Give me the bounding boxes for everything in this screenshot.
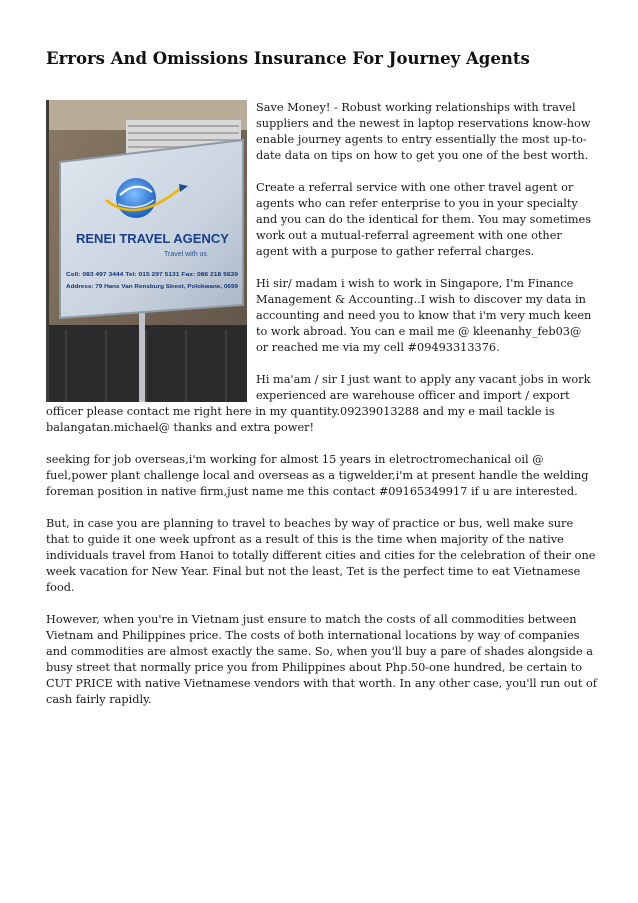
paragraph: Save Money! - Robust working relationships with travel suppliers and the newest in laptop reservations know-how enable journey agents to entry essentially the most up-to-date data on tips on how to get you one of the best worth. (256, 101, 591, 162)
sign-address-text: Address: 79 Hans Van Rensburg Street, Polokwane, 0699 (66, 284, 238, 290)
paragraph: Hi ma'am / sir I just want to apply any vacant jobs in work experienced are warehouse officer and import / export officer please contact me right here in my quantity.09239013288 and my e mail tackle is balangatan.michael@ thanks and extra power! (46, 373, 591, 434)
sign-tagline-text: Travel with us (164, 251, 207, 258)
paragraph: But, in case you are planning to travel to beaches by way of practice or bus, well make sure that to guide it one week upfront as a result of this is the time when majority of the native individuals travel from Hanoi to totally different cities and cities for the celebration of their one week vacation for New Year. Final but not the least, Tet is the perfect time to eat Vietnamese food. (46, 517, 596, 594)
sign-contact-text: Cell: 083 497 3444 Tel: 015 297 5131 Fax: 086 218 5639 (66, 272, 238, 278)
page-title: Errors And Omissions Insurance For Journey Agents (46, 49, 530, 68)
paragraph: However, when you're in Vietnam just ensure to match the costs of all commodities between Vietnam and Philippines price. The costs of both international locations by way of companies and commodities are almost exactly the same. So, when you'll buy a pare of shades alongside a busy street that normally price you from Philippines about Php.50-one hundred, be certain to CUT PRICE with native Vietnamese vendors with that worth. In any other case, you'll run out of cash fairly rapidly. (46, 613, 597, 706)
sign-name-text: RENEI TRAVEL AGENCY (76, 231, 229, 246)
article-body (46, 100, 597, 724)
paragraph: Create a referral service with one other travel agent or agents who can refer enterprise to you in your specialty and you can do the identical for them. You may sometimes work out a mutual-referral agreement with one other agent with a purpose to gather referral charges. (256, 181, 592, 258)
paragraph: Hi sir/ madam i wish to work in Singapore, I'm Finance Management & Accounting..I wish to discover my data in accounting and need you to know that i'm very much keen to work abroad. You can e mail me @ kleenanhy_feb03@ or reached me via my cell #09493313376. (256, 277, 592, 354)
photo-graphic (46, 100, 247, 402)
travel-agency-sign-photo (46, 100, 247, 402)
paragraph: seeking for job overseas,i'm working for almost 15 years in eletroctromechanical oil @ fuel,power plant challenge local and overseas as a tigwelder,i'm at present handle the welding foreman position in native firm,just name me this contact #09165349917 if u are interested. (46, 453, 589, 498)
